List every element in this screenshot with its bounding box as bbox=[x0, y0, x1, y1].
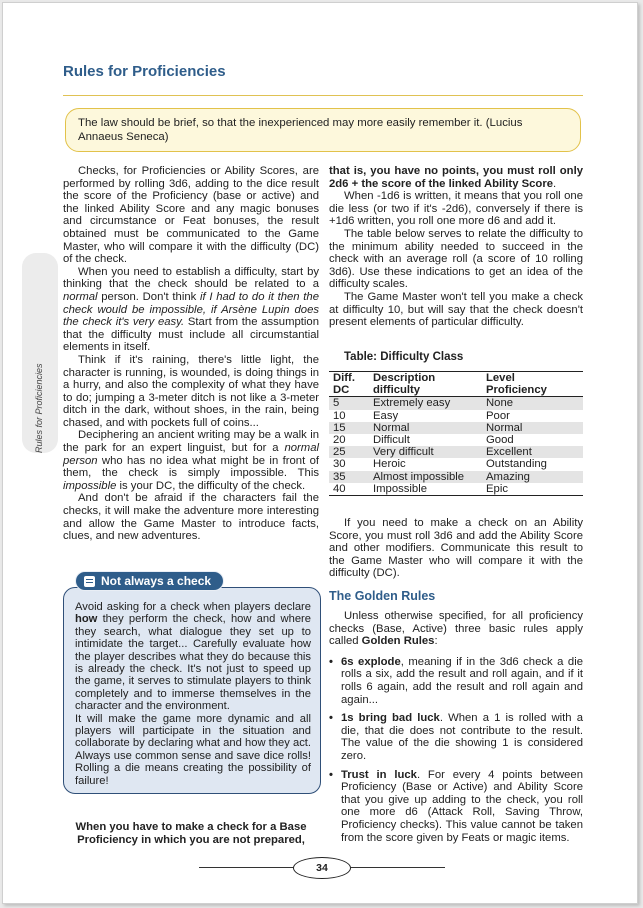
column-header: Description difficulty bbox=[373, 372, 436, 397]
table-row: 20 Difficult Good bbox=[333, 434, 514, 447]
title-divider bbox=[63, 95, 583, 96]
footer-rule-left bbox=[199, 867, 293, 868]
paragraph: The table below serves to relate the difficulty to the minimum ability needed to succeed in the check with an average roll (a score of 10 rolling 3d6). Use these indications to get an idea of the difficulty scales. bbox=[329, 227, 583, 291]
paragraph: Think if it's raining, there's little light, the character is running, is wounded, is doing things in a hurry, and also the complexity of what they have to do; jumping a 3-meter ditch is not like a 3-meter ditch in the dark, without shoes, in the rain, being chased, and with pockets full of coins... bbox=[63, 353, 319, 429]
table-row: 25 Very difficult Excellent bbox=[329, 446, 583, 458]
paragraph: Avoid asking for a check when players declare how they perform the check, how and where they search, what dialogue they set up to intimidate the target... Carefully evaluate how the player describes what they do because this is already the check. It's not just to speed up the game, it serves to stimulate players to think completely and to immerse themselves in the character and the environment. bbox=[75, 601, 311, 713]
paragraph: It will make the game more dynamic and all players will participate in the situation and collaborate by declaring what and how they act. Always use common sense and save dice rolls! Rolling a die means creating the possibility of failure! bbox=[75, 712, 311, 787]
note-box-title: Not always a check bbox=[101, 574, 212, 588]
list-item: • 1s bring bad luck. When a 1 is rolled with a die, that die does not contribute to the result. The value of the die showing 1 is considered zero. bbox=[329, 712, 583, 762]
page-number: 34 bbox=[293, 857, 351, 879]
side-tab-label: Rules for Proficiencies bbox=[34, 363, 44, 453]
table-row: 35 Almost impossible Amazing bbox=[329, 471, 583, 483]
table-title: Table: Difficulty Class bbox=[344, 351, 464, 363]
paragraph: Checks, for Proficiencies or Ability Scores, are performed by rolling 3d6, adding to the dice result the score of the Proficiency (base or active) and the linked Ability Score and any magic bonuses and circumstance or Feat bonuses, the result obtained must be communicated to the Game Master, who will compare it with the difficulty (DC) of the check. bbox=[63, 165, 319, 266]
paragraph: The Game Master won't tell you make a check at difficulty 10, but will say that the check doesn't present elements of particular difficulty. bbox=[329, 290, 583, 329]
paragraph: Deciphering an ancient writing may be a walk in the park for an expert linguist, but for a normal person who has no idea what might be in front of them, the check is simply impossible. This impossible is your DC, the difficulty of the check. bbox=[63, 429, 319, 492]
document-page bbox=[2, 2, 638, 904]
column-header: Diff. DC bbox=[333, 372, 355, 397]
table-row: 10 Easy Poor bbox=[333, 409, 510, 422]
list-item: • Trust in luck. For every 4 points between Proficiency (Base or Active) and Ability Score that you give up adding to the check, you roll one more d6 (Attack Roll, Saving Throw, Proficiency checks). This value cannot be taken from the score given by Feats or magic items. bbox=[329, 769, 583, 845]
table-row: 5 Extremely easy None bbox=[329, 397, 583, 410]
paragraph: And don't be afraid if the characters fail the checks, it will make the adventure more interesting and allow the Game Master to introduce facts, clues, and new adventures. bbox=[63, 492, 319, 543]
column-header: Level Proficiency bbox=[486, 372, 547, 397]
golden-rules bbox=[329, 610, 583, 850]
table-header-row bbox=[329, 372, 583, 397]
book-icon bbox=[84, 576, 95, 587]
note-box-header bbox=[75, 571, 224, 591]
after-table-text: If you need to make a check on an Ability Score, you must roll 3d6 and add the Ability Score and other modifiers. Communicate this result to the Game Master who will compare it with the difficulty (DC). bbox=[329, 517, 583, 580]
golden-rules-title: The Golden Rules bbox=[329, 589, 436, 603]
epigraph-quote: The law should be brief, so that the inexperienced may more easily remember it. (Lucius Annaeus Seneca) bbox=[65, 108, 581, 152]
right-column bbox=[329, 165, 583, 329]
paragraph: When -1d6 is written, it means that you roll one die less (or two if it's -2d6), conversely if there is +1d6 written, you roll one more d6 and add it. bbox=[329, 190, 583, 228]
table-row: 15 Normal Normal bbox=[329, 422, 583, 434]
note-box-text bbox=[75, 601, 311, 787]
table-row: 40 Impossible Epic bbox=[329, 483, 583, 496]
paragraph: that is, you have no points, you must roll only 2d6 + the score of the linked Ability Score. bbox=[329, 165, 583, 190]
left-column bbox=[63, 165, 319, 543]
list-item: • 6s explode, meaning if in the 3d6 check a die rolls a six, add the result and roll again, and if it rolls 6 again, add the result and roll again and again... bbox=[329, 656, 583, 706]
section-title: Rules for Proficiencies bbox=[63, 63, 226, 80]
footer-rule-right bbox=[351, 867, 445, 868]
golden-rules-list bbox=[329, 656, 583, 844]
difficulty-table bbox=[329, 371, 583, 496]
left-bottom-text: When you have to make a check for a Base Proficiency in which you are not prepared, bbox=[75, 821, 307, 846]
paragraph: When you need to establish a difficulty, start by thinking that the check should be related to a normal person. Don't think if I had to do it then the check would be impossible, if Arsène Lupin does the check it's very easy. Start from the assumption that the difficulty must include all circumstantial elements in itself. bbox=[63, 265, 319, 354]
paragraph: Unless otherwise specified, for all proficiency checks (Base, Active) three basic rules apply called Golden Rules: bbox=[329, 610, 583, 648]
table-row: 30 Heroic Outstanding bbox=[333, 458, 547, 471]
